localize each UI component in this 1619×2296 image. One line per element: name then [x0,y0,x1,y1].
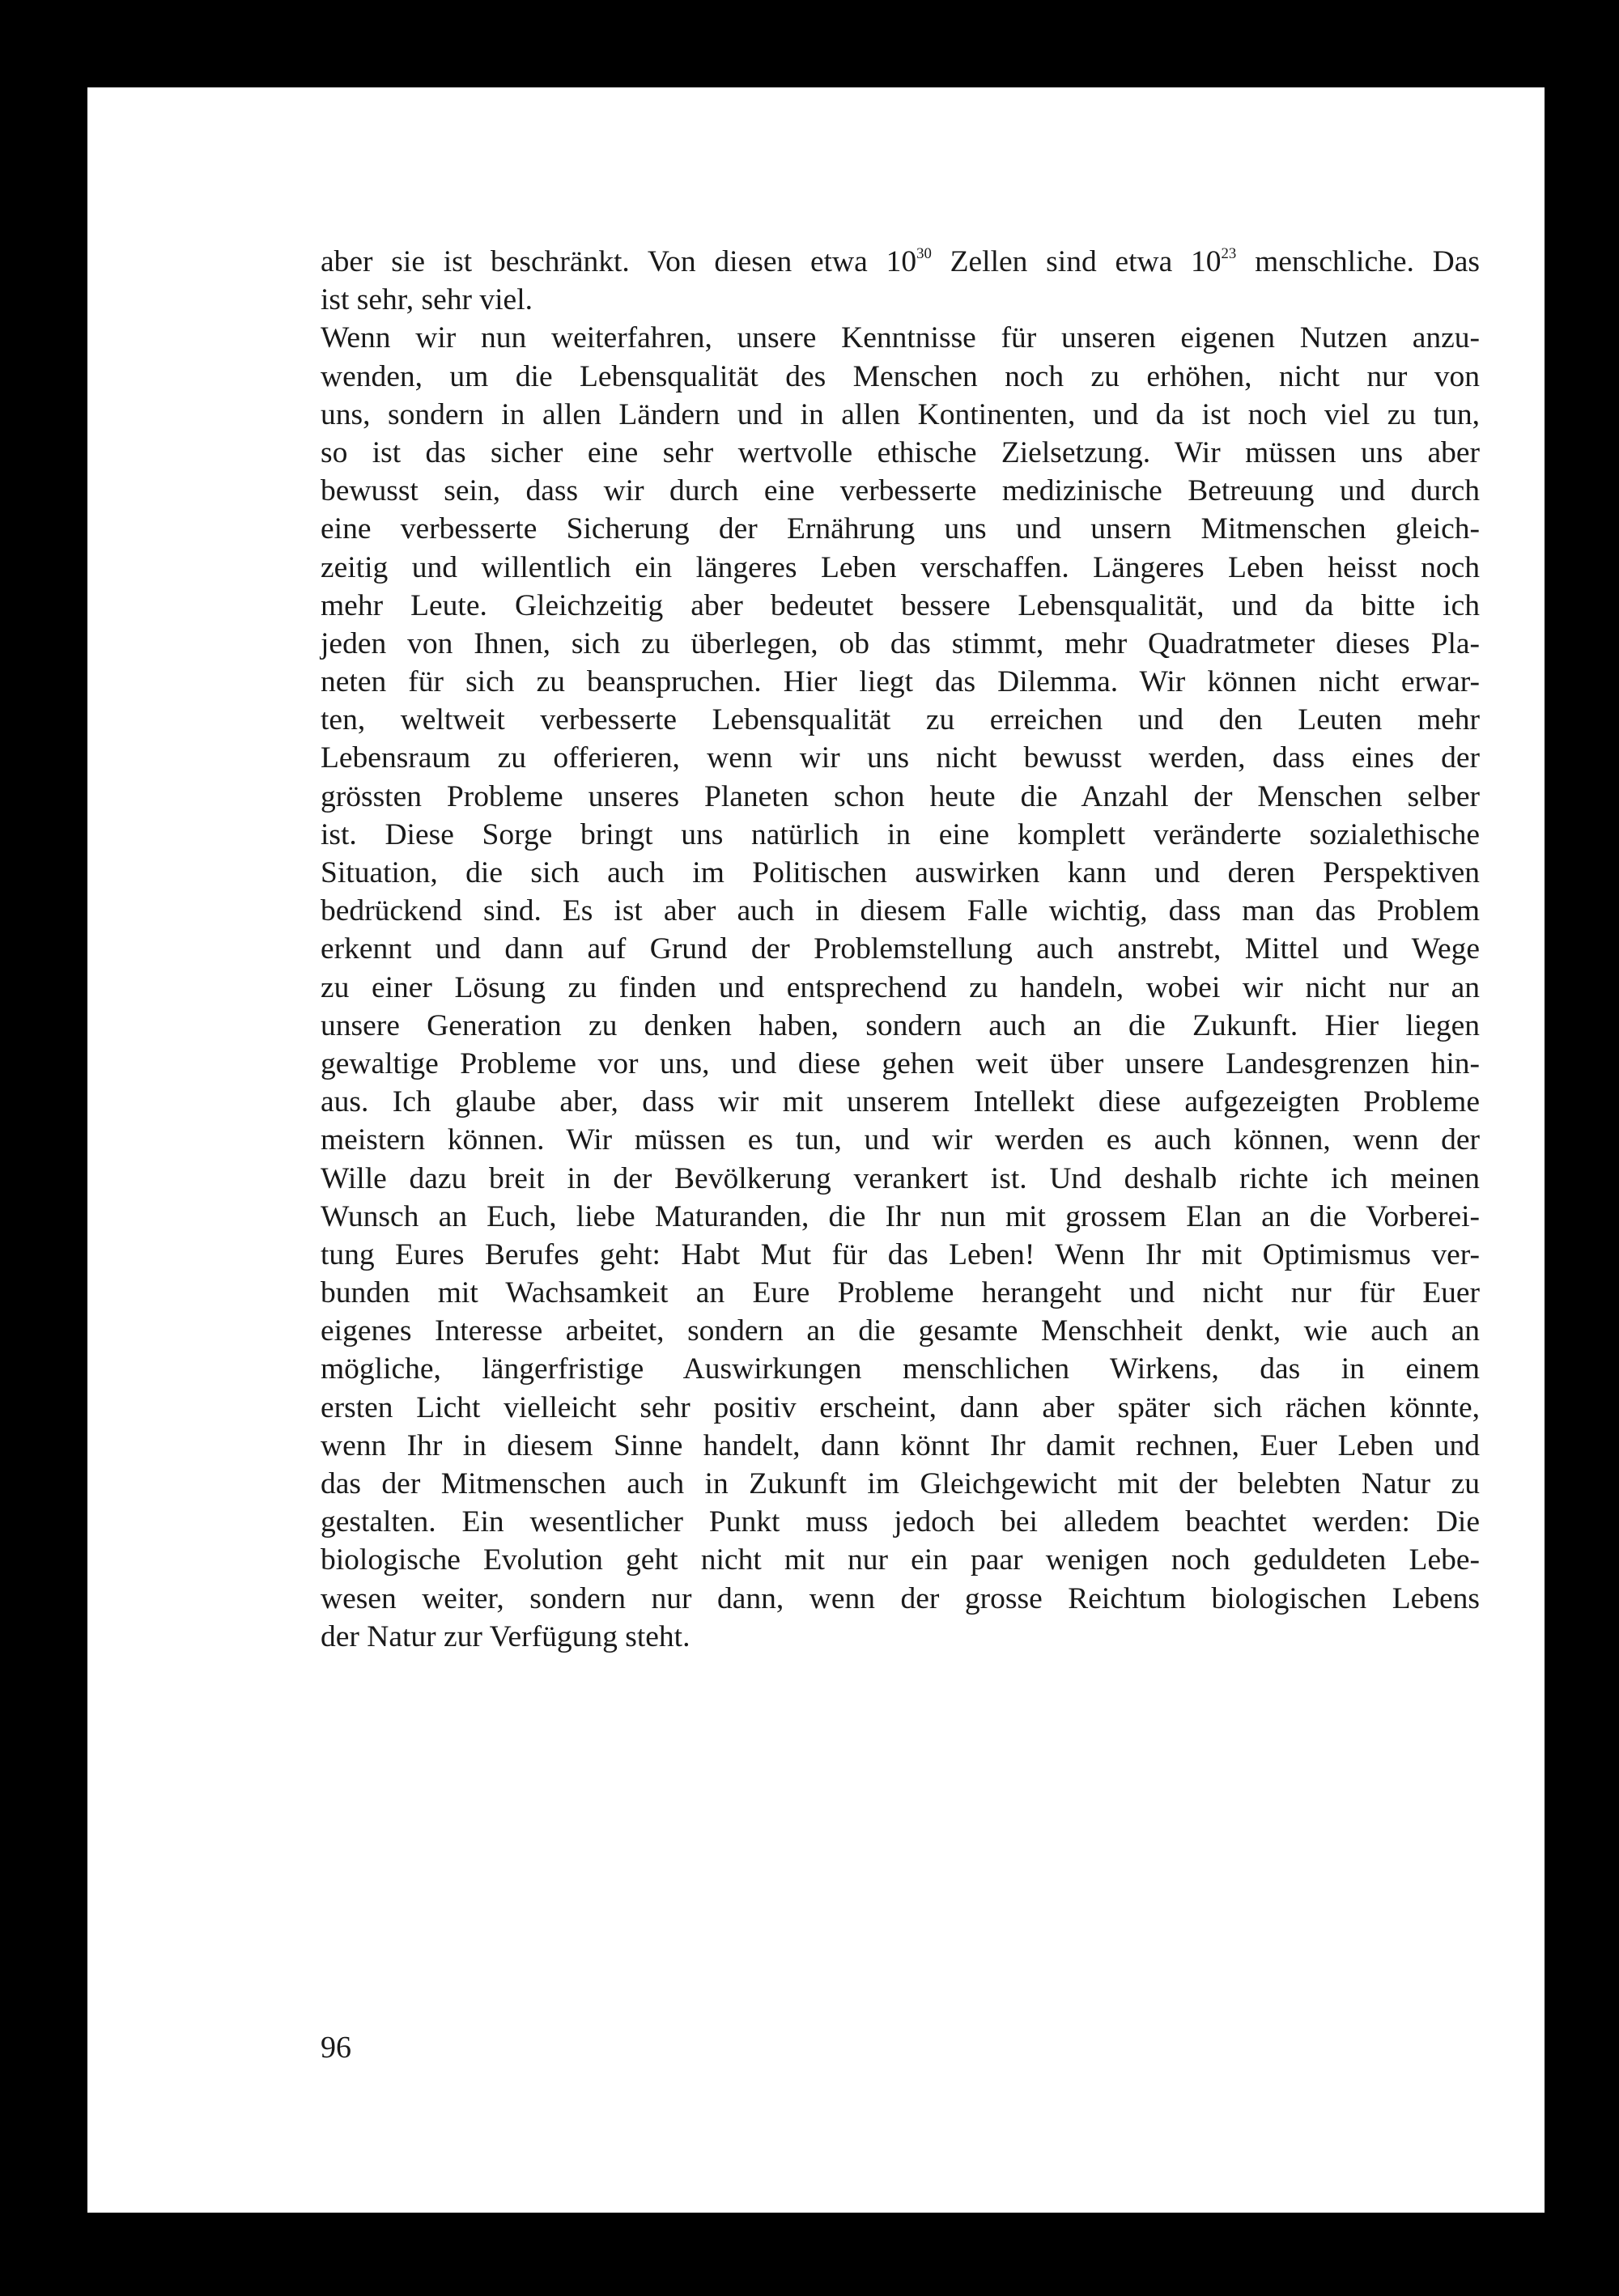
text-line: Lebensraum zu offerieren, wenn wir uns nicht bewusst werden, dass eines der [321,741,1480,775]
text-line: ersten Licht vielleicht sehr positiv erscheint, dann aber später sich rächen könnte, [321,1390,1480,1424]
text-line: bedrückend sind. Es ist aber auch in diesem Falle wichtig, dass man das Problem [321,894,1480,928]
text-line: gestalten. Ein wesentlicher Punkt muss jedoch bei alledem beachtet werden: Die [321,1505,1480,1539]
text-line: biologische Evolution geht nicht mit nur ein paar wenigen noch geduldeten Lebe- [321,1543,1480,1577]
text-line: Situation, die sich auch im Politischen auswirken kann und deren Perspektiven [321,856,1480,889]
text-line: zeitig und willentlich ein längeres Leben verschaffen. Längeres Leben heisst noch [321,550,1480,584]
text-line: uns, sondern in allen Ländern und in allen Kontinenten, und da ist noch viel zu tun, [321,397,1480,431]
text-line: der Natur zur Verfügung steht. [321,1619,691,1653]
text-line: ist sehr, sehr viel. [321,283,533,317]
text-line: ten, weltweit verbesserte Lebensqualität zu erreichen und den Leuten mehr [321,703,1480,737]
text-line: wenn Ihr in diesem Sinne handelt, dann könnt Ihr damit rechnen, Euer Leben und [321,1428,1480,1462]
page [87,87,1545,2213]
text-line: mögliche, längerfristige Auswirkungen menschlichen Wirkens, das in einem [321,1352,1480,1386]
text-line: Wunsch an Euch, liebe Maturanden, die Ihr nun mit grossem Elan an die Vorberei- [321,1199,1480,1233]
text-line: jeden von Ihnen, sich zu überlegen, ob das stimmt, mehr Quadratmeter dieses Pla- [321,626,1480,660]
text-line: aus. Ich glaube aber, dass wir mit unserem Intellekt diese aufgezeigten Probleme [321,1085,1480,1119]
text-line: tung Eures Berufes geht: Habt Mut für das Leben! Wenn Ihr mit Optimismus ver- [321,1237,1480,1271]
text-line: wenden, um die Lebensqualität des Menschen noch zu erhöhen, nicht nur von [321,359,1480,393]
text-line: Wille dazu breit in der Bevölkerung verankert ist. Und deshalb richte ich meinen [321,1161,1480,1195]
text-line: erkennt und dann auf Grund der Problemstellung auch anstrebt, Mittel und Wege [321,932,1480,966]
text-line: so ist das sicher eine sehr wertvolle ethische Zielsetzung. Wir müssen uns aber [321,435,1480,469]
text-line: zu einer Lösung zu finden und entsprechend zu handeln, wobei wir nicht nur an [321,970,1480,1004]
body-text [321,243,1480,1656]
text-line: mehr Leute. Gleichzeitig aber bedeutet bessere Lebensqualität, und da bitte ich [321,588,1480,622]
text-line: das der Mitmenschen auch in Zukunft im Gleichgewicht mit der belebten Natur zu [321,1467,1480,1500]
text-line: bewusst sein, dass wir durch eine verbesserte medizinische Betreuung und durch [321,474,1480,508]
text-line: aber sie ist beschränkt. Von diesen etwa $10^{30}$ Zellen sind etwa $10^{23}$ menschliche. Das [321,245,1480,278]
superscript-exponent: 30 [916,245,932,263]
text-line: meistern können. Wir müssen es tun, und wir werden es auch können, wenn der [321,1123,1480,1157]
text-line: eigenes Interesse arbeitet, sondern an die gesamte Menschheit denkt, wie auch an [321,1314,1480,1348]
text-line: bunden mit Wachsamkeit an Eure Probleme herangeht und nicht nur für Euer [321,1276,1480,1310]
text-line: eine verbesserte Sicherung der Ernährung uns und unsern Mitmenschen gleich- [321,512,1480,546]
text-line: ist. Diese Sorge bringt uns natürlich in eine komplett veränderte sozialethische [321,817,1480,851]
text-line: grössten Probleme unseres Planeten schon heute die Anzahl der Menschen selber [321,779,1480,813]
text-line: neten für sich zu beanspruchen. Hier liegt das Dilemma. Wir können nicht erwar- [321,665,1480,699]
page-number: 96 [321,2031,351,2065]
superscript-exponent: 23 [1221,245,1237,263]
text-line: Wenn wir nun weiterfahren, unsere Kenntnisse für unseren eigenen Nutzen anzu- [321,321,1480,355]
text-line: wesen weiter, sondern nur dann, wenn der grosse Reichtum biologischen Lebens [321,1581,1480,1615]
text-line: unsere Generation zu denken haben, sondern auch an die Zukunft. Hier liegen [321,1008,1480,1042]
text-line: gewaltige Probleme vor uns, und diese gehen weit über unsere Landesgrenzen hin- [321,1046,1480,1080]
